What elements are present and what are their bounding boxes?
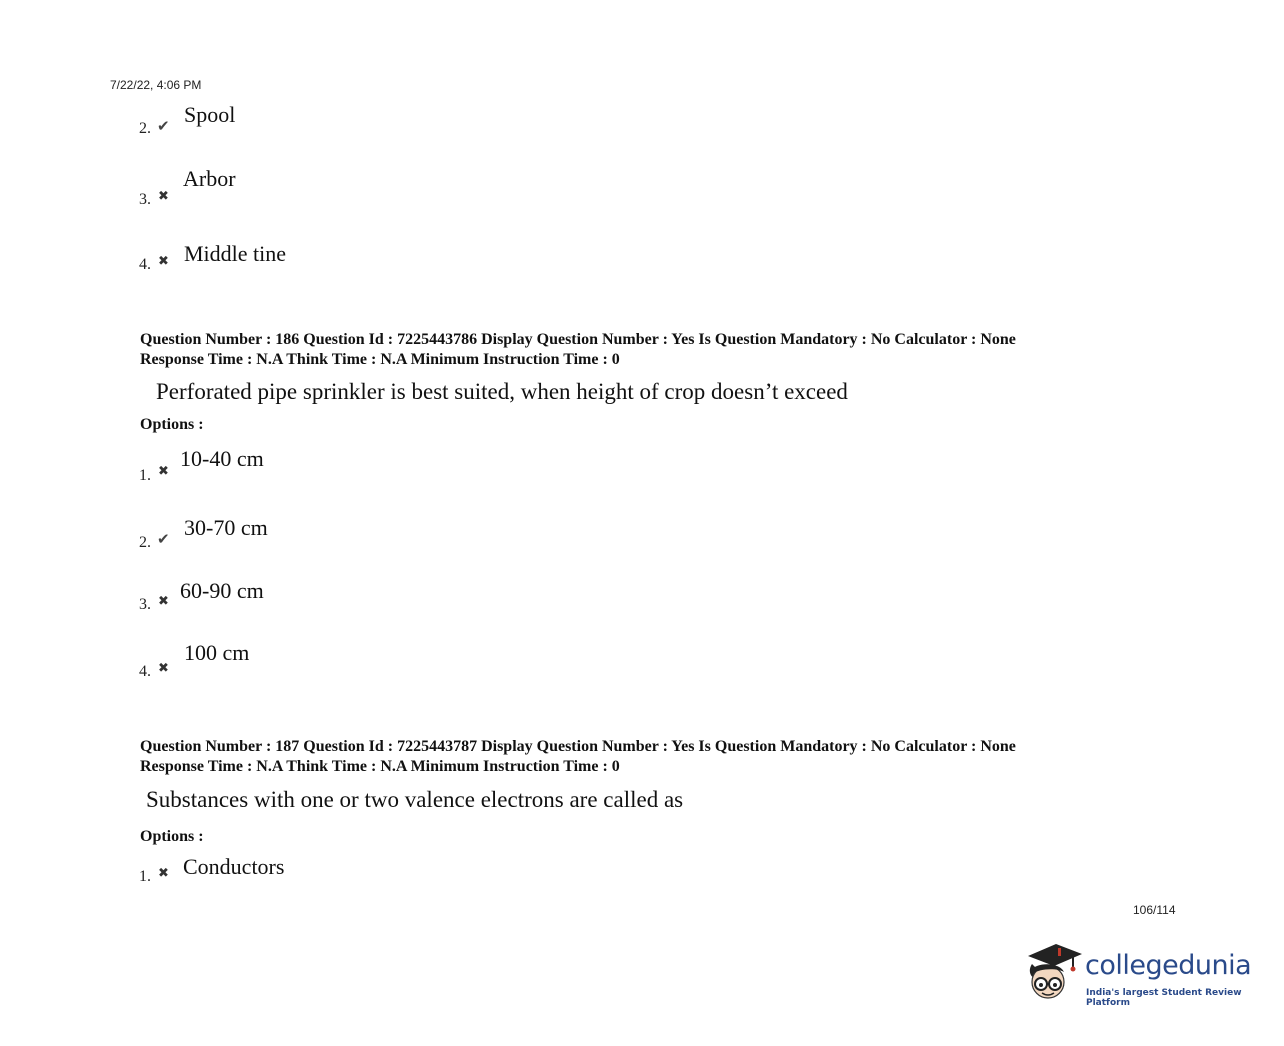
question-meta-line1: Question Number : 186 Question Id : 7225443786 Display Question Number : Yes Is Question Mandatory : No Calculator : None <box>140 331 1016 348</box>
cross-icon: ✖ <box>158 866 169 881</box>
option-text: 60-90 cm <box>180 578 264 603</box>
option-number: 2. <box>139 120 151 137</box>
question-meta-line2: Response Time : N.A Think Time : N.A Minimum Instruction Time : 0 <box>140 758 620 775</box>
options-label: Options : <box>140 828 204 845</box>
mascot-icon <box>1022 940 1086 1012</box>
option-number: 1. <box>139 868 151 885</box>
cross-icon: ✖ <box>158 464 169 479</box>
question-meta-line1: Question Number : 187 Question Id : 7225443787 Display Question Number : Yes Is Question Mandatory : No Calculator : None <box>140 738 1016 755</box>
option-number: 2. <box>139 534 151 551</box>
option-text: 100 cm <box>184 640 250 665</box>
question-text: Substances with one or two valence electrons are called as <box>146 787 684 812</box>
print-timestamp: 7/22/22, 4:06 PM <box>110 78 202 92</box>
options-label: Options : <box>140 416 204 433</box>
check-icon: ✔ <box>157 117 170 135</box>
option-text: 10-40 cm <box>180 446 264 471</box>
check-icon: ✔ <box>157 530 170 548</box>
option-text: Middle tine <box>184 241 287 266</box>
option-text: Arbor <box>183 166 236 191</box>
option-number: 4. <box>139 663 151 680</box>
cross-icon: ✖ <box>158 189 169 204</box>
option-number: 1. <box>139 467 151 484</box>
cross-icon: ✖ <box>158 661 169 676</box>
option-text: 30-70 cm <box>184 515 268 540</box>
brand-name: collegedunia <box>1085 950 1252 981</box>
cross-icon: ✖ <box>158 594 169 609</box>
page-number: 106/114 <box>1133 903 1176 917</box>
cross-icon: ✖ <box>158 254 169 269</box>
option-number: 4. <box>139 256 151 273</box>
option-text: Conductors <box>183 854 285 879</box>
question-meta-line2: Response Time : N.A Think Time : N.A Minimum Instruction Time : 0 <box>140 351 620 368</box>
question-text: Perforated pipe sprinkler is best suited, when height of crop doesn’t exceed <box>156 379 848 404</box>
option-text: Spool <box>184 102 236 127</box>
option-number: 3. <box>139 596 151 613</box>
option-number: 3. <box>139 191 151 208</box>
brand-tagline: India's largest Student Review Platform <box>1086 988 1242 1008</box>
